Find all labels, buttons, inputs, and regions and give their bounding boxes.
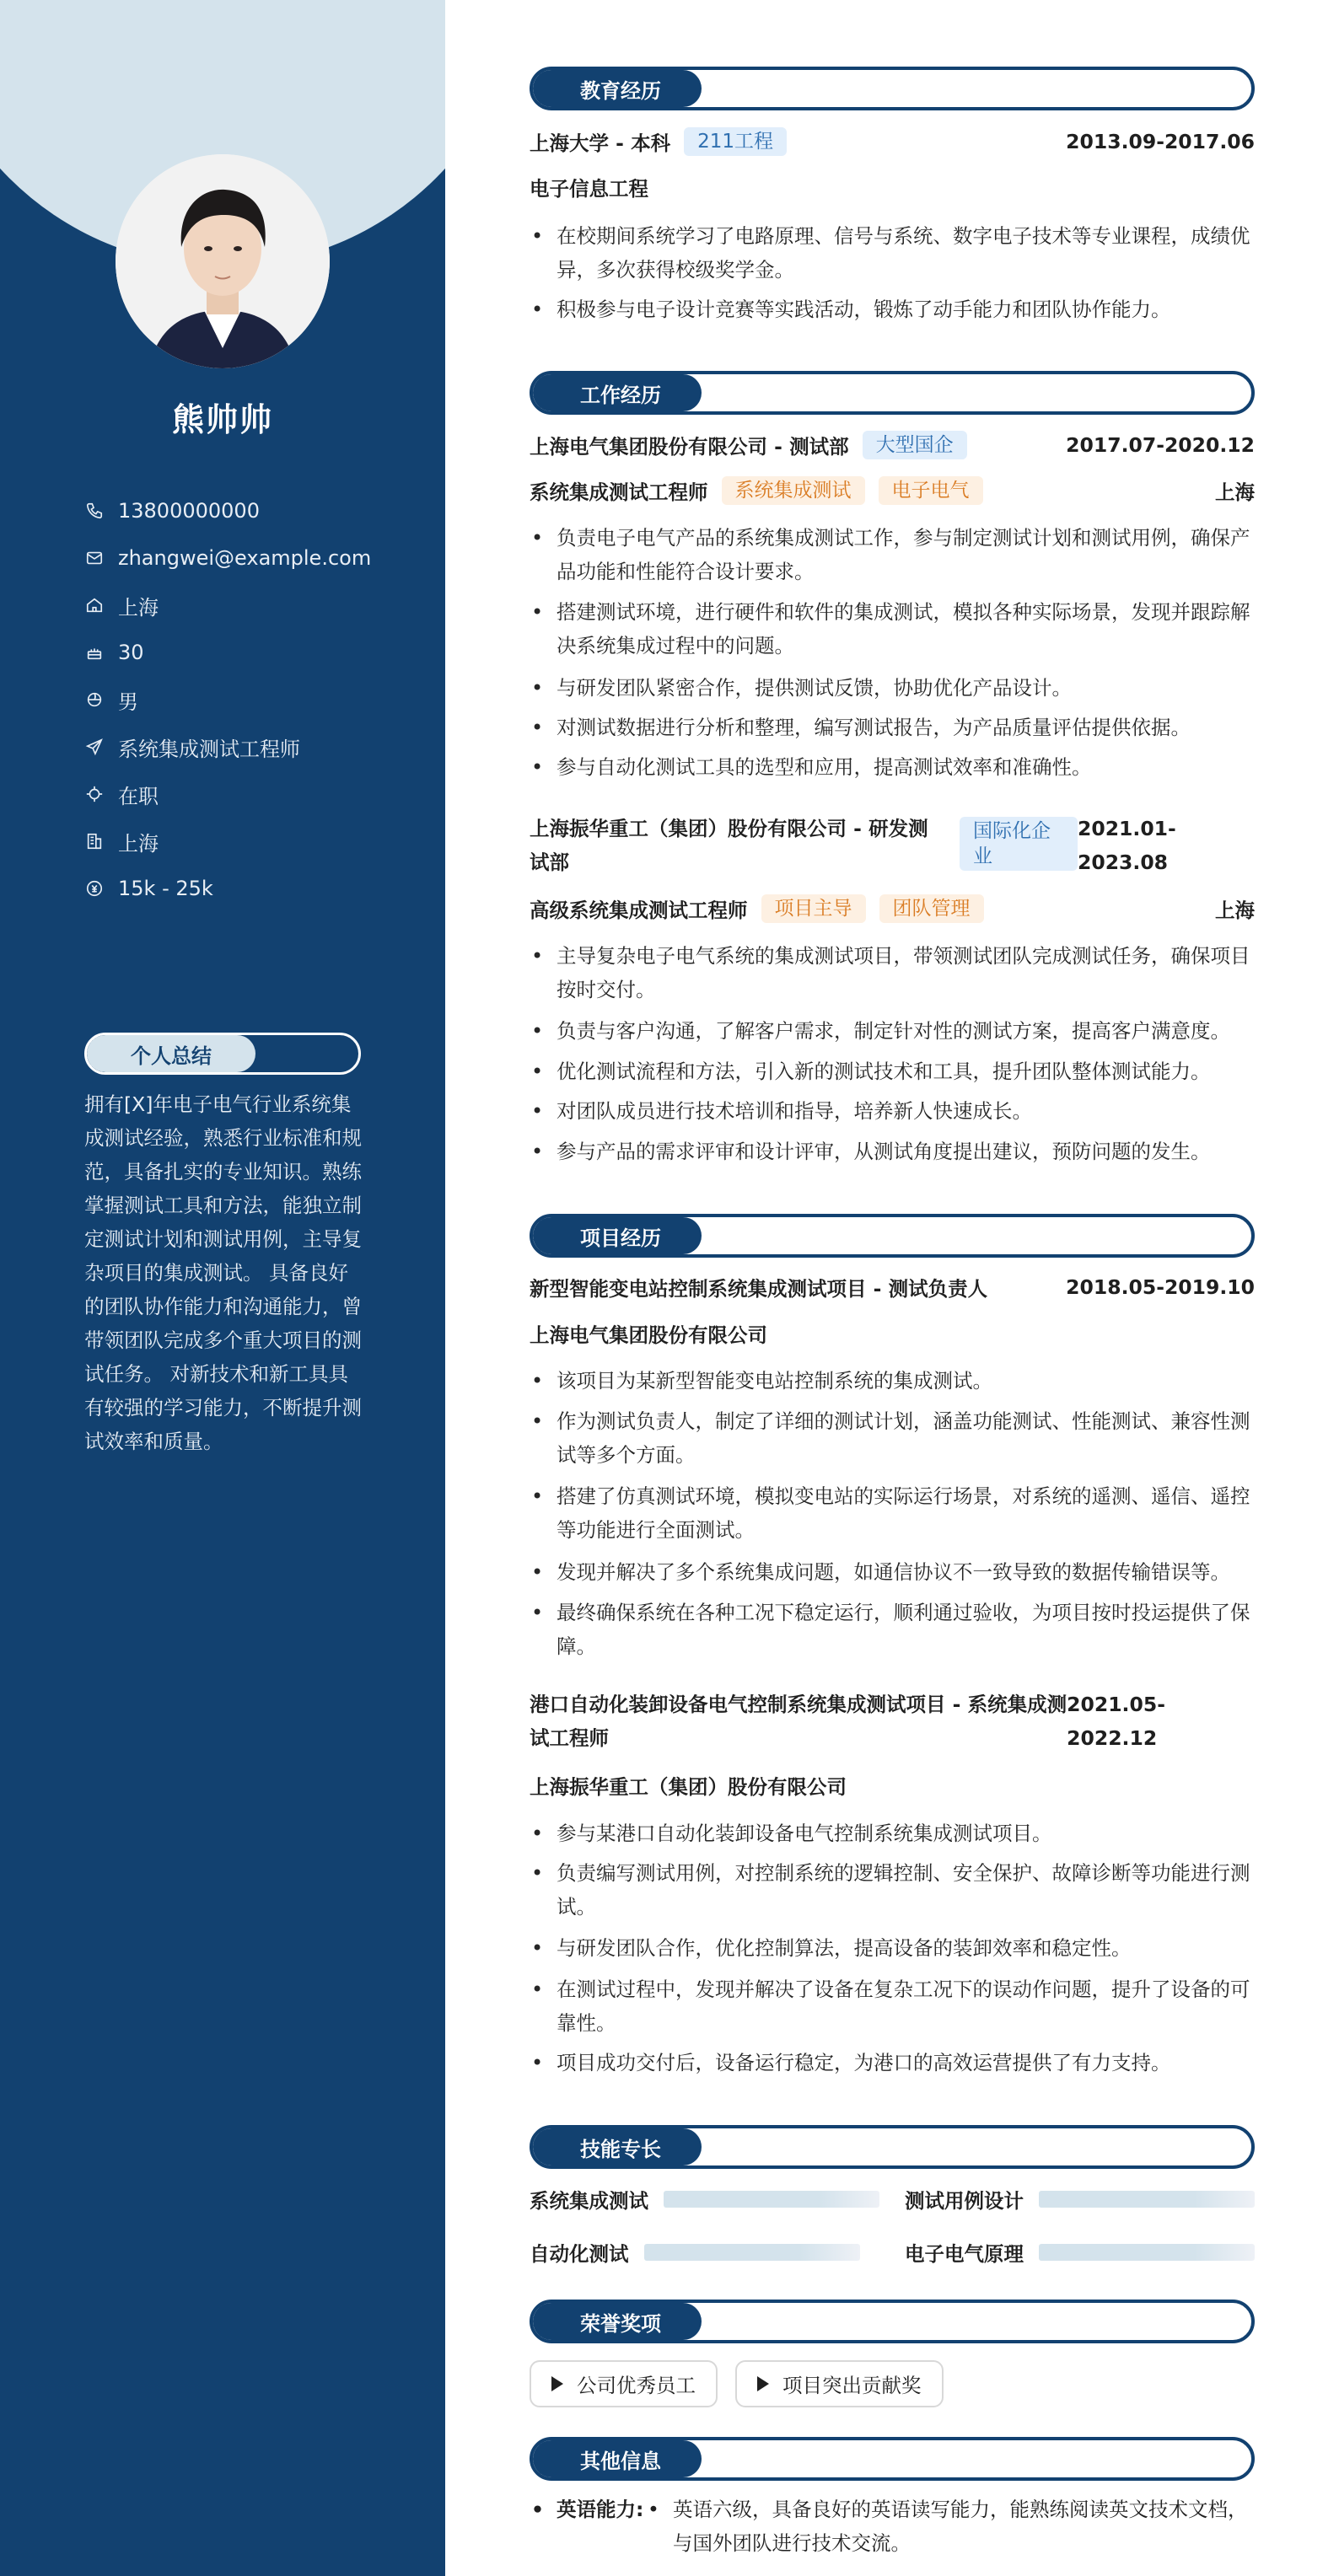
- job-1-date: 2017.07-2020.12: [1066, 433, 1255, 457]
- contact-age-text: 30: [118, 641, 144, 664]
- other-key: • 英语能力:: [557, 2493, 643, 2526]
- gender-icon: [84, 690, 105, 710]
- education-major-row: [530, 170, 1255, 204]
- contact-phone: [84, 487, 405, 534]
- send-icon: [84, 737, 105, 757]
- candidate-name: 熊帅帅: [171, 401, 273, 438]
- play-icon: [551, 2376, 563, 2391]
- contact-list: [84, 487, 405, 912]
- list-item: • 与研发团队紧密合作，提供测试反馈，协助优化产品设计。: [530, 671, 1255, 705]
- phone-icon: [84, 501, 105, 521]
- status-icon: [84, 784, 105, 804]
- skill-label: 电子电气原理: [905, 2242, 1024, 2266]
- skill-item: [892, 2185, 1255, 2214]
- job-1-tag-2: 电子电气: [879, 476, 983, 505]
- summary-section-header: [84, 1033, 361, 1075]
- list-item: • 参与自动化测试工具的选型和应用，提高测试效率和准确性。: [530, 750, 1255, 784]
- project-2-org-row: [530, 1768, 1255, 1802]
- education-header: [530, 67, 1255, 110]
- education-title: 教育经历: [533, 70, 702, 107]
- skill-item: [892, 2238, 1255, 2267]
- job-1-position-row: [530, 474, 1255, 507]
- education-major: 电子信息工程: [530, 177, 648, 201]
- skills-row-2: [530, 2235, 1255, 2269]
- project-2-date: 2021.05-2022.12: [1067, 1693, 1165, 1750]
- job-2-row: [530, 812, 1255, 879]
- job-1-row: [530, 428, 1255, 462]
- summary-title: 个人总结: [87, 1035, 255, 1072]
- skill-label: 自动化测试: [530, 2242, 629, 2266]
- other-title: 其他信息: [533, 2440, 702, 2477]
- work-title: 工作经历: [533, 374, 702, 411]
- contact-position: [84, 723, 405, 770]
- skills-header: [530, 2125, 1255, 2169]
- skill-item: [530, 2238, 892, 2267]
- award-item: [735, 2360, 944, 2407]
- skill-bar: [1039, 2191, 1255, 2208]
- skill-bar: [1039, 2244, 1255, 2261]
- list-item: • 该项目为某新型智能变电站控制系统的集成测试。: [530, 1364, 1255, 1398]
- home-icon: [84, 595, 105, 615]
- list-item: • 搭建了仿真测试环境，模拟变电站的实际运行场景，对系统的遥测、遥信、遥控等功能进行全面测试。: [530, 1479, 1255, 1547]
- contact-position-text: 系统集成测试工程师: [118, 737, 300, 761]
- other-value: • 英语六级，具备良好的英语读写能力，能熟练阅读英文技术文档，与国外团队进行技术交流。: [646, 2493, 1261, 2560]
- contact-status: [84, 770, 405, 818]
- contact-status-text: 在职: [118, 784, 159, 808]
- avatar: [116, 154, 330, 368]
- list-item: • 优化测试流程和方法，引入新的测试技术和工具，提升团队整体测试能力。: [530, 1055, 1255, 1088]
- summary-text: 拥有[X]年电子电气行业系统集成测试经验，熟悉行业标准和规范，具备扎实的专业知识。熟练掌握测试工具和方法，能独立制定测试计划和测试用例，主导复杂项目的集成测试。 具备良好的团队协作能力和沟通能力，曾带领团队完成多个重大项目的测试任务。 对新技术和新工具具有较强的学习能力，不断提升测试效率和质量。: [84, 1092, 362, 1453]
- list-item: • 在校期间系统学习了电路原理、信号与系统、数字电子技术等专业课程，成绩优异，多次获得校级奖学金。: [530, 219, 1255, 287]
- list-item: • 参与产品的需求评审和设计评审，从测试角度提出建议，预防问题的发生。: [530, 1135, 1255, 1168]
- other-header: [530, 2437, 1255, 2481]
- job-2-tag-1: 项目主导: [761, 894, 866, 923]
- honors-header: [530, 2300, 1255, 2343]
- job-2-company: 上海振华重工（集团）股份有限公司 - 研发测试部: [530, 817, 928, 874]
- project-2-name: 港口自动化装卸设备电气控制系统集成测试项目 - 系统集成测试工程师: [530, 1693, 1067, 1750]
- skills-title: 技能专长: [533, 2128, 702, 2165]
- skill-bar: [644, 2244, 860, 2261]
- skills-row-1: [530, 2182, 1255, 2216]
- skill-item: [530, 2185, 892, 2214]
- job-2-tag-2: 团队管理: [879, 894, 984, 923]
- contact-city-text: 上海: [118, 831, 159, 856]
- contact-salary-text: 15k - 25k: [118, 877, 213, 900]
- honors-title: 荣誉奖项: [533, 2303, 702, 2340]
- projects-title: 项目经历: [533, 1217, 702, 1254]
- list-item: • 作为测试负责人，制定了详细的测试计划，涵盖功能测试、性能测试、兼容性测试等多个方面。: [530, 1404, 1255, 1472]
- skill-label: 系统集成测试: [530, 2189, 648, 2213]
- contact-salary: [84, 865, 405, 912]
- contact-email-text: zhangwei@example.com: [118, 546, 372, 570]
- play-icon: [757, 2376, 769, 2391]
- award-label: 公司优秀员工: [577, 2374, 696, 2397]
- education-row: [530, 125, 1255, 158]
- list-item: • 发现并解决了多个系统集成问题，如通信协议不一致导致的数据传输错误等。: [530, 1555, 1255, 1589]
- project-2-row: [530, 1688, 1255, 1755]
- skill-label: 测试用例设计: [905, 2189, 1024, 2213]
- list-item: • 负责编写测试用例，对控制系统的逻辑控制、安全保护、故障诊断等功能进行测试。: [530, 1856, 1255, 1924]
- project-1-org-row: [530, 1317, 1255, 1350]
- contact-city: [84, 818, 405, 865]
- contact-home: [84, 582, 405, 629]
- list-item: • 对测试数据进行分析和整理，编写测试报告，为产品质量评估提供依据。: [530, 711, 1255, 744]
- building-icon: [84, 831, 105, 851]
- job-1-position: 系统集成测试工程师: [530, 480, 708, 504]
- list-item: • 与研发团队合作，优化控制算法，提高设备的装卸效率和稳定性。: [530, 1931, 1255, 1965]
- contact-phone-text: 13800000000: [118, 499, 260, 523]
- project-1-row: [530, 1270, 1255, 1304]
- skill-bar: [664, 2191, 879, 2208]
- project-2-org: 上海振华重工（集团）股份有限公司: [530, 1775, 847, 1799]
- award-item: [530, 2360, 718, 2407]
- list-item: • 参与某港口自动化装卸设备电气控制系统集成测试项目。: [530, 1817, 1255, 1850]
- sidebar: [0, 0, 445, 2576]
- cake-icon: [84, 642, 105, 663]
- list-item: • 在测试过程中，发现并解决了设备在复杂工况下的误动作问题，提升了设备的可靠性。: [530, 1972, 1255, 2040]
- job-2-city: 上海: [1215, 899, 1255, 922]
- list-item: • 积极参与电子设计竞赛等实践活动，锻炼了动手能力和团队协作能力。: [530, 292, 1255, 326]
- contact-email: [84, 534, 405, 582]
- job-2-date: 2021.01-2023.08: [1078, 817, 1176, 874]
- avatar-portrait: [116, 154, 330, 368]
- award-label: 项目突出贡献奖: [782, 2374, 922, 2397]
- work-header: [530, 371, 1255, 415]
- project-1-org: 上海电气集团股份有限公司: [530, 1323, 767, 1347]
- education-date: 2013.09-2017.06: [1066, 130, 1255, 153]
- job-1-city: 上海: [1215, 480, 1255, 504]
- job-2-company-tag: 国际化企业: [960, 817, 1078, 871]
- contact-gender: [84, 676, 405, 723]
- list-item: • 负责电子电气产品的系统集成测试工作，参与制定测试计划和测试用例，确保产品功能和性能符合设计要求。: [530, 521, 1255, 588]
- contact-home-text: 上海: [118, 595, 159, 620]
- list-item: • 搭建测试环境，进行硬件和软件的集成测试，模拟各种实际场景，发现并跟踪解决系统集成过程中的问题。: [530, 595, 1255, 663]
- list-item: • 项目成功交付后，设备运行稳定，为港口的高效运营提供了有力支持。: [530, 2046, 1255, 2080]
- project-1-date: 2018.05-2019.10: [1066, 1275, 1255, 1299]
- job-1-company: 上海电气集团股份有限公司 - 测试部: [530, 435, 849, 459]
- salary-icon: [84, 878, 105, 899]
- education-school: 上海大学 - 本科: [530, 131, 671, 155]
- contact-gender-text: 男: [118, 690, 138, 714]
- list-item: • 对团队成员进行技术培训和指导，培养新人快速成长。: [530, 1094, 1255, 1128]
- job-2-position: 高级系统集成测试工程师: [530, 899, 748, 922]
- projects-header: [530, 1214, 1255, 1258]
- list-item: • 负责与客户沟通，了解客户需求，制定针对性的测试方案，提高客户满意度。: [530, 1014, 1255, 1048]
- list-item: • 主导复杂电子电气系统的集成测试项目，带领测试团队完成测试任务，确保项目按时交付。: [530, 939, 1255, 1006]
- job-1-tag-1: 系统集成测试: [722, 476, 865, 505]
- mail-icon: [84, 548, 105, 568]
- project-1-name: 新型智能变电站控制系统集成测试项目 - 测试负责人: [530, 1277, 988, 1301]
- job-2-position-row: [530, 892, 1255, 926]
- list-item: • 最终确保系统在各种工况下稳定运行，顺利通过验收，为项目按时投运提供了保障。: [530, 1596, 1255, 1663]
- education-tag: 211工程: [684, 127, 787, 156]
- contact-age: [84, 629, 405, 676]
- job-1-company-tag: 大型国企: [863, 431, 967, 459]
